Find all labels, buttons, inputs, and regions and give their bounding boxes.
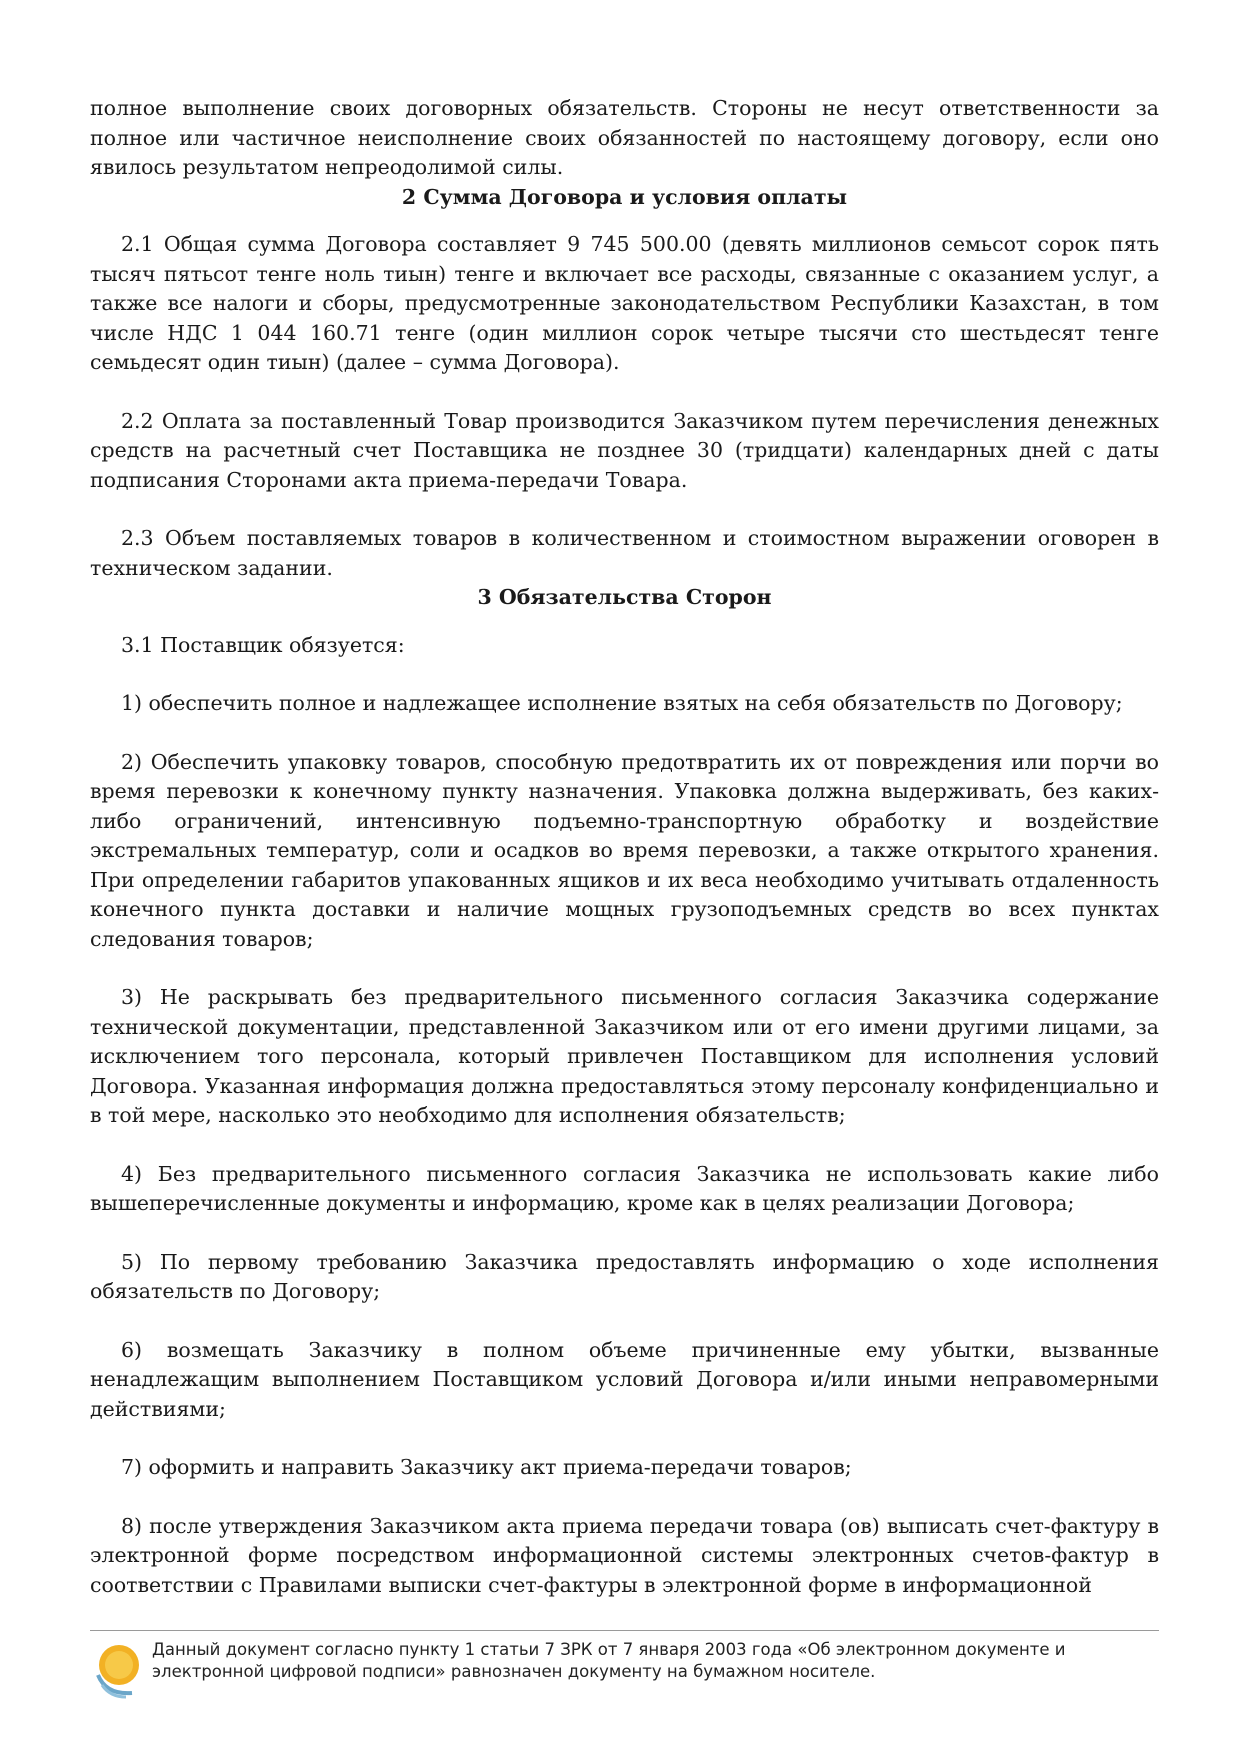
intro-paragraph: полное выполнение своих договорных обязательств. Стороны не несут ответственности за полное или частичное неисполнение своих обязанностей по настоящему договору, если оно явилось результатом непреодолимой силы. xyxy=(90,96,1159,179)
list-item: 8) после утверждения Заказчиком акта приема передачи товара (ов) выписать счет-фактуру в электронной форме посредством информационной системы электронных счетов-фактур в соответствии с Правилами выписки счет-фактуры в электронной форме в информационной xyxy=(90,1513,1159,1597)
list-item: 2) Обеспечить упаковку товаров, способную предотвратить их от повреждения или порчи во время перевозки к конечному пункту назначения. Упаковка должна выдерживать, без каких-либо ограничений, интенсивную подъемно-транспортную обработку и воздействие экстремальных температур, соли и осадков во время перевозки, а также открытого хранения. При определении габаритов упакованных ящиков и их веса необходимо учитывать отдаленность конечного пункта доставки и наличие мощных грузоподъемных средств во всех пунктах следования товаров; xyxy=(90,749,1159,951)
paragraph-2-3: 2.3 Объем поставляемых товаров в количественном и стоимостном выражении оговорен в техническом задании. xyxy=(90,526,1159,580)
paragraph-2-1: 2.1 Общая сумма Договора составляет 9 745 500.00 (девять миллионов семьсот сорок пять тысяч пятьсот тенге ноль тиын) тенге и включает все расходы, связанные с оказанием услуг, а также все налоги и сборы, предусмотренные законодательством Республики Казахстан, в том числе НДС 1 044 160.71 тенге (один миллион сорок четыре тысячи сто шестьдесят тенге семьдесят один тиын) (далее – сумма Договора). xyxy=(90,232,1159,374)
list-item: 7) оформить и направить Заказчику акт приема-передачи товаров; xyxy=(121,1455,852,1479)
footer-legal-note xyxy=(152,1639,1066,1683)
list-item: 6) возмещать Заказчику в полном объеме причиненные ему убытки, вызванные ненадлежащим выполнением Поставщиком условий Договора и/или иными неправомерными действиями; xyxy=(90,1337,1159,1421)
footer-line-2: электронной цифровой подписи» равнозначен документу на бумажном носителе. xyxy=(152,1662,876,1681)
document-body xyxy=(90,94,1159,1600)
list-item: 3) Не раскрывать без предварительного письменного согласия Заказчика содержание технической документации, представленной Заказчиком или от его имени другими лицами, за исключением того персонала, который привлечен Поставщиком для исполнения условий Договора. Указанная информация должна предоставляться этому персоналу конфиденциально и в той мере, насколько это необходимо для исполнения обязательств; xyxy=(90,985,1159,1127)
list-item: 5) По первому требованию Заказчика предоставлять информацию о ходе исполнения обязательств по Договору; xyxy=(90,1249,1159,1303)
section-3-heading: 3 Обязательства Сторон xyxy=(477,585,772,609)
paragraph-3-1: 3.1 Поставщик обязуется: xyxy=(121,632,405,657)
paragraph-2-2: 2.2 Оплата за поставленный Товар производится Заказчиком путем перечисления денежных средств на расчетный счет Поставщика не позднее 30 (тридцати) календарных дней с даты подписания Сторонами акта приема-передачи Товара. xyxy=(90,408,1159,492)
footer-line-1: Данный документ согласно пункту 1 статьи 7 ЗРК от 7 января 2003 года «Об электронном документе и xyxy=(152,1640,1066,1659)
footer xyxy=(90,1630,1159,1699)
list-item: 4) Без предварительного письменного согласия Заказчика не использовать какие либо вышеперечисленные документы и информацию, кроме как в целях реализации Договора; xyxy=(90,1161,1159,1215)
section-2-heading: 2 Сумма Договора и условия оплаты xyxy=(401,184,848,209)
list-item: 1) обеспечить полное и надлежащее исполнение взятых на себя обязательств по Договору; xyxy=(121,691,1123,715)
egov-logo-icon xyxy=(92,1641,144,1699)
